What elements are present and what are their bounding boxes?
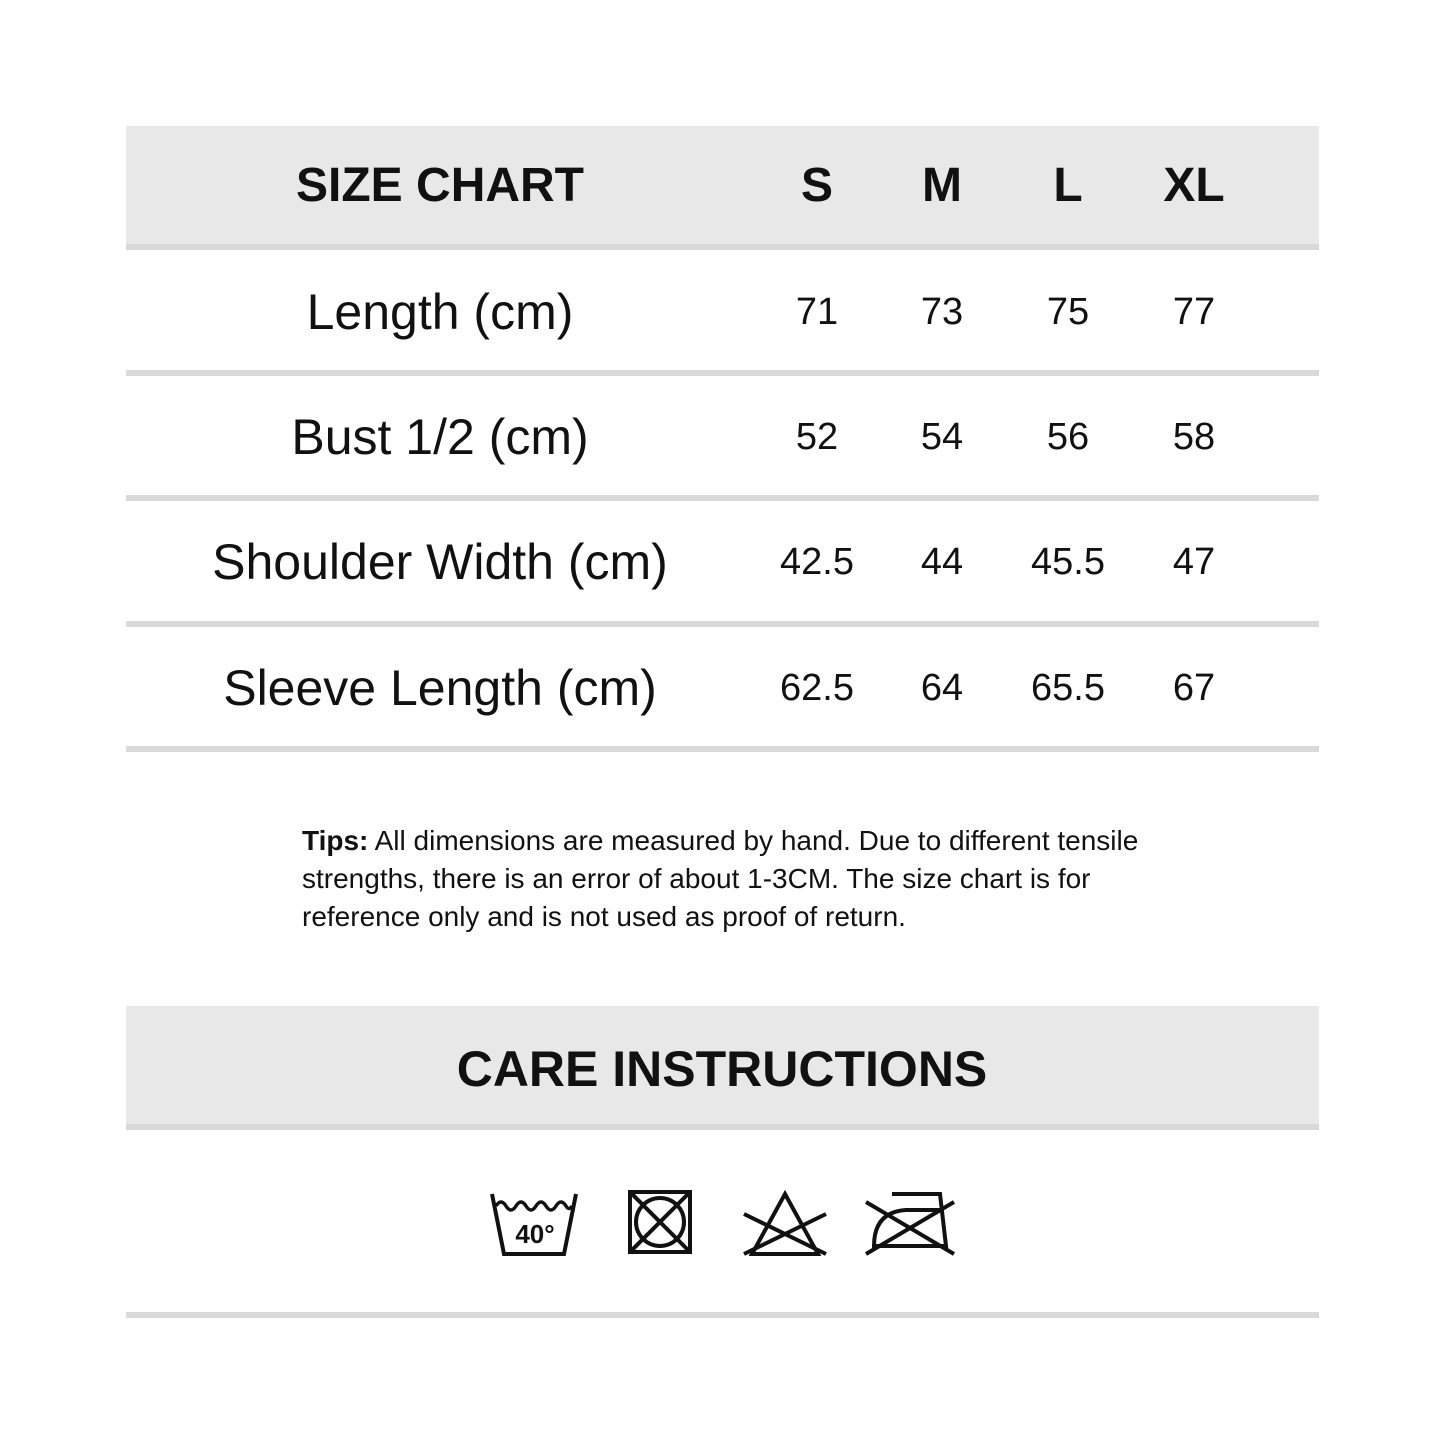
wash-40-icon bbox=[488, 1188, 580, 1260]
do-not-bleach-icon bbox=[740, 1188, 830, 1258]
tips-text: All dimensions are measured by hand. Due to different tensile strengths, there is an error of about 1-3CM. The size chart is for reference only and is not used as proof of return. bbox=[302, 825, 1139, 932]
care-instructions-title: CARE INSTRUCTIONS bbox=[456, 1041, 988, 1097]
size-header-m: M bbox=[922, 159, 962, 212]
cell-bust-xl: 58 bbox=[1172, 416, 1216, 458]
row-divider bbox=[126, 370, 1319, 376]
care-bottom-divider bbox=[126, 1312, 1319, 1318]
cell-sleeve-l: 65.5 bbox=[1031, 667, 1105, 709]
cell-length-m: 73 bbox=[920, 291, 964, 333]
cell-length-l: 75 bbox=[1046, 291, 1090, 333]
row-divider bbox=[126, 621, 1319, 627]
row-label-length: Length (cm) bbox=[306, 284, 574, 340]
row-label-sleeve-length: Sleeve Length (cm) bbox=[223, 660, 657, 716]
row-label-bust: Bust 1/2 (cm) bbox=[291, 409, 589, 465]
cell-length-s: 71 bbox=[795, 291, 839, 333]
cell-shoulder-m: 44 bbox=[920, 541, 964, 583]
cell-sleeve-m: 64 bbox=[920, 667, 964, 709]
size-header-s: S bbox=[800, 159, 834, 212]
cell-sleeve-xl: 67 bbox=[1172, 667, 1216, 709]
wash-temperature-label: 40° bbox=[515, 1219, 555, 1249]
cell-shoulder-s: 42.5 bbox=[780, 541, 854, 583]
cell-shoulder-xl: 47 bbox=[1172, 541, 1216, 583]
size-header-xl: XL bbox=[1163, 159, 1225, 212]
care-header-divider bbox=[126, 1124, 1319, 1130]
header-divider bbox=[126, 244, 1319, 250]
cell-length-xl: 77 bbox=[1172, 291, 1216, 333]
cell-sleeve-s: 62.5 bbox=[780, 667, 854, 709]
size-header-l: L bbox=[1053, 159, 1083, 212]
do-not-tumble-dry-icon bbox=[626, 1188, 694, 1256]
do-not-iron-icon bbox=[862, 1188, 958, 1258]
tips-label: Tips: bbox=[302, 825, 369, 856]
cell-shoulder-l: 45.5 bbox=[1031, 541, 1105, 583]
cell-bust-m: 54 bbox=[920, 416, 964, 458]
row-divider bbox=[126, 495, 1319, 501]
cell-bust-l: 56 bbox=[1046, 416, 1090, 458]
tips-paragraph bbox=[302, 822, 1162, 936]
cell-bust-s: 52 bbox=[795, 416, 839, 458]
table-bottom-divider bbox=[126, 746, 1319, 752]
size-chart-title: SIZE CHART bbox=[296, 159, 584, 212]
row-label-shoulder-width: Shoulder Width (cm) bbox=[212, 534, 668, 590]
